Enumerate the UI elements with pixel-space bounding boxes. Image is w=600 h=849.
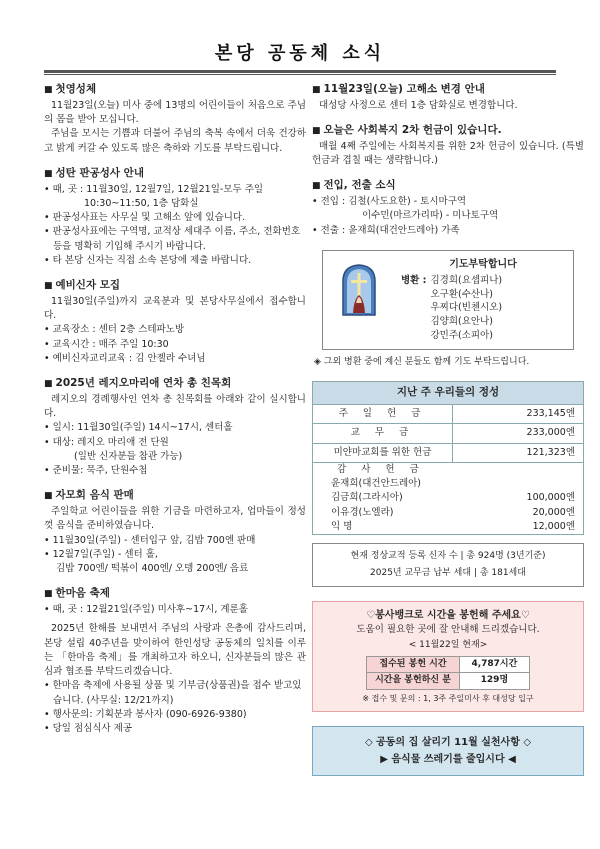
bank-label: 시간을 봉헌하신 분 (367, 673, 460, 690)
list-item-continuation: 이수민(마르가리따) - 미나토구역 (362, 210, 499, 222)
left-column (44, 82, 306, 746)
bank-value: 4,787시간 (459, 656, 529, 673)
square-bullet-icon: ■ (44, 281, 53, 291)
list-item-continuation: 10:30~11:50, 1층 담화실 (84, 197, 199, 209)
square-bullet-icon: ■ (44, 589, 53, 600)
prayer-title: 기도부탁합니다 (449, 258, 517, 270)
list-item: • 전출 : 윤재희(대건안드레아) 가족 (312, 224, 584, 238)
donor-name: 익 명 (331, 520, 353, 532)
square-bullet-icon: ■ (44, 491, 53, 502)
donation-row (313, 491, 583, 505)
paragraph: 주일학교 어린이들을 위한 기금을 마련하고자, 업마들이 정성껏 음식을 준비하였습니다. (44, 506, 306, 532)
section-title: 오늘은 사회복지 2차 헌금이 있습니다. (323, 124, 502, 136)
volunteer-bank-subtitle: 도움이 필요한 곳에 잘 안내해 드리겠습니다. (356, 624, 540, 636)
section-title: 한마음 축제 (55, 587, 110, 600)
parish-statistics (312, 543, 584, 587)
donor-name: 윤재희(대건안드레아) (331, 478, 422, 489)
list-item: • 준비물: 묵주, 단원수첩 (44, 464, 306, 478)
donation-amount: 12,000엔 (532, 520, 575, 532)
table-row (313, 424, 583, 443)
square-bullet-icon: ■ (312, 181, 321, 192)
list-item: • 예비신자교리교육 : 김 안젤라 수녀님 (44, 352, 306, 366)
volunteer-bank-date: < 11월22일 현재> (408, 640, 488, 651)
table-row (313, 444, 583, 463)
section-title: 2025년 레지오마리애 연차 총 친목회 (55, 377, 232, 389)
section-confession-notice (44, 166, 306, 268)
section-confession-change (312, 82, 584, 113)
paragraph: 대성당 사정으로 센터 1층 담화실로 변경합니다. (319, 99, 518, 111)
offering-value: 121,323엔 (526, 446, 575, 458)
list-item: • 행사문의: 기획분과 봉사자 (090-6926-9380) (44, 708, 306, 722)
prayer-request-box (322, 250, 574, 350)
prayer-name: 강민주(소피아) (430, 329, 493, 341)
section-first-communion (44, 82, 306, 156)
prayer-name: 우찌다(빈첸시오) (430, 302, 503, 314)
list-item: • 타 본당 신자는 직접 소속 본당에 제출 바랍니다. (44, 254, 306, 268)
section-transfers (312, 178, 584, 238)
bank-value: 129명 (459, 673, 529, 690)
volunteer-bank-note: ※ 접수 및 문의 : 1, 3주 주일미사 후 대성당 입구 (362, 693, 534, 703)
offering-value: 233,000엔 (526, 427, 575, 439)
page-title: 본당 공동체 소식 (214, 43, 386, 64)
thanksgiving-offerings (313, 463, 583, 534)
offering-table (312, 381, 584, 535)
volunteer-bank-table (366, 656, 530, 690)
section-catechumen (44, 278, 306, 366)
list-item: • 대상: 레지오 마리애 전 단원 (44, 436, 306, 450)
paragraph: 주님을 모시는 기쁨과 더불어 주님의 축복 속에서 더욱 건강하고 밝게 커갈 수 있도록 많은 축하와 기도를 부탁드립니다. (44, 128, 306, 154)
stat-line: 2025년 교무금 납부 세대 | 총 181세대 (370, 568, 526, 579)
donor-name: 김금희(그라시아) (331, 492, 403, 504)
donation-amount: 20,000엔 (532, 506, 575, 518)
section-title: 첫영성체 (55, 83, 97, 95)
eco-action-box (312, 726, 584, 776)
donation-amount: 100,000엔 (526, 492, 575, 504)
list-item-continuation: 김밥 700엔/ 떡볶이 400엔/ 오뎅 200엔/ 음료 (56, 563, 249, 574)
donation-row (313, 520, 583, 534)
paragraph: 11월30일(주일)까지 교육분과 및 본당사무실에서 접수합니다. (44, 295, 306, 321)
square-bullet-icon: ■ (44, 379, 53, 389)
offering-label: 교 무 금 (313, 424, 453, 442)
offering-table-title: 지난 주 우리들의 정성 (313, 382, 583, 405)
section-legio-mariae (44, 376, 306, 478)
section-title: 예비신자 모집 (55, 279, 121, 291)
section-title: 11월23일(오늘) 고해소 변경 안내 (323, 83, 485, 95)
offering-label: 주 일 헌 금 (313, 405, 453, 423)
list-item: • 때, 곳 : 12월21일(주일) 미사후~17시, 계룬홀 (44, 603, 306, 617)
donation-amount (483, 477, 583, 491)
list-item: • 때, 곳 : 11월30일, 12월7일, 12월21일-모두 주일 (44, 183, 306, 197)
section-title: 전입, 전출 소식 (323, 179, 396, 192)
section-title: 자모회 음식 판매 (55, 489, 134, 502)
paragraph: 레지오의 경례행사인 연차 총 친목회를 아래와 같이 실시합니다. (44, 393, 306, 419)
list-item: • 11월30일(주일) - 센터입구 앞, 김밥 700엔 판매 (44, 534, 306, 548)
square-bullet-icon: ■ (44, 85, 53, 95)
list-item: • 전입 : 김철(사도요한) - 토시마구역 (312, 195, 584, 209)
bank-label: 접수된 봉헌 시간 (367, 656, 460, 673)
offering-label: 미얀마교회를 위한 헌금 (313, 444, 453, 462)
section-welfare-collection (312, 123, 584, 168)
prayer-name: 김양희(요안나) (430, 316, 493, 328)
list-item: • 교육장소 : 센터 2층 스테파노방 (44, 323, 306, 337)
right-column (312, 82, 584, 776)
title-divider (44, 70, 556, 75)
paragraph: 매월 4째 주일에는 사회복지를 위한 2차 헌금이 있습니다. (특별헌금과 겹칠 때는 생략합니다.) (312, 140, 584, 166)
prayer-label: 병환 : (401, 274, 427, 286)
eco-title: ◇ 공동의 집 살리기 11월 실천사항 ◇ (364, 736, 532, 748)
list-item: • 판공성사표는 사무실 및 고해소 앞에 있습니다. (44, 211, 306, 225)
paragraph: 2025년 한해를 보내면서 주님의 사랑과 은총에 감사드리며, 본당 설립 40주년을 맞이하여 한인성당 공동체의 일치를 이루는 「한마음 축제」를 개최하고자 하오니, 신자분들의 많은 관심과 협조를 부탁드리겠습니다. (44, 623, 306, 677)
prayer-name: 오구환(수산나) (430, 288, 493, 300)
thanksgiving-label: 감 사 헌 금 (337, 463, 425, 475)
list-item: • 일시: 11월30일(주일) 14시~17시, 센터홀 (44, 421, 306, 435)
table-row (367, 656, 530, 673)
eco-action: ▶ 음식물 쓰레기를 줄입시다 ◀ (380, 753, 516, 765)
section-food-sale (44, 488, 306, 576)
praying-hands-window-icon (339, 263, 379, 317)
donation-row (313, 506, 583, 520)
list-item: • 교육시간 : 매주 주일 10:30 (44, 338, 306, 352)
prayer-name: 김경희(요셉피나) (430, 274, 503, 286)
list-item-continuation: (일반 신자분들 참관 가능) (74, 450, 183, 462)
donor-name: 이유경(노엘라) (331, 506, 394, 518)
list-item: • 한마음 축제에 사용될 상품 및 기부금(상품권)을 접수 받고있습니다. (사무실: 12/21까지) (44, 679, 306, 708)
paragraph: 11월23일(오늘) 미사 중에 13명의 어린이들이 처음으로 주님의 몸을 받아 모십니다. (44, 99, 306, 125)
list-item: • 12월7일(주일) - 센터 홀, (44, 548, 306, 562)
donation-row (313, 477, 583, 491)
offering-value: 233,145엔 (526, 408, 575, 419)
list-item: • 판공성사표에는 구역명, 교적상 세대주 이름, 주소, 전화번호 등을 명확히 기입해 주시기 바랍니다. (44, 225, 306, 254)
table-row (313, 405, 583, 424)
stat-line: 현재 정상교적 등록 신자 수 | 총 924명 (3년기준) (350, 551, 546, 561)
square-bullet-icon: ■ (312, 85, 321, 95)
section-hanmaum-festival (44, 586, 306, 736)
prayer-note: ◈ 그외 병환 중에 계신 분들도 함께 기도 부탁드립니다. (314, 356, 530, 367)
volunteer-bank-box (312, 601, 584, 712)
list-item: • 당일 점심식사 제공 (44, 722, 306, 736)
square-bullet-icon: ■ (312, 126, 321, 136)
volunteer-bank-title: ♡봉사뱅크로 시간을 봉헌해 주세요♡ (366, 610, 530, 622)
section-title: 성탄 판공성사 안내 (55, 166, 144, 179)
table-row (367, 673, 530, 690)
prayer-name-list (430, 274, 502, 343)
square-bullet-icon: ■ (44, 168, 53, 179)
